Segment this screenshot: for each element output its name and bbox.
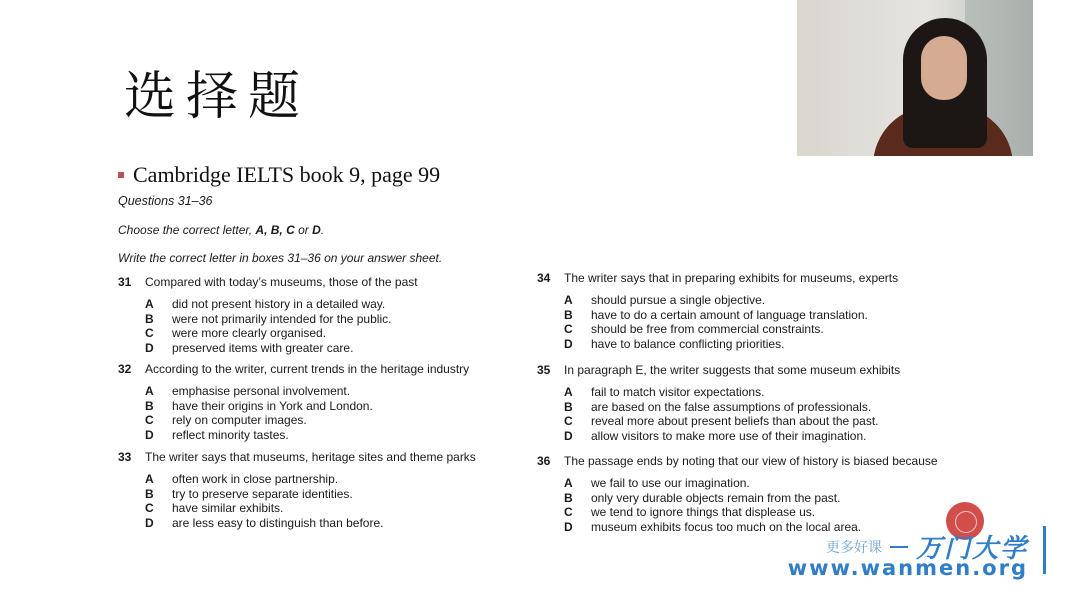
option-a <box>145 384 469 399</box>
option-letter: B <box>145 486 154 501</box>
option-letter: B <box>564 399 573 414</box>
presenter-webcam <box>797 0 1033 156</box>
option-text: have their origins in York and London. <box>172 398 373 413</box>
option-letter: A <box>145 472 154 486</box>
source-bullet <box>118 162 440 188</box>
option-text: have to do a certain amount of language translation. <box>591 307 868 322</box>
watermark-brand: 万门大学 <box>915 533 1028 563</box>
option-letter: C <box>145 501 154 515</box>
instruction-choose: Choose the correct letter, A, B, C or D. <box>118 223 325 237</box>
option-text: were not primarily intended for the public. <box>172 311 392 326</box>
question-stem: Compared with today’s museums, those of the past <box>145 275 418 289</box>
question-33 <box>118 450 476 530</box>
question-stem: The writer says that museums, heritage sites and theme parks <box>145 450 476 464</box>
option-a <box>564 476 938 491</box>
question-35 <box>537 363 900 443</box>
option-text: museum exhibits focus too much on the local area. <box>591 519 862 534</box>
question-number: 33 <box>118 450 132 464</box>
question-stem: In paragraph E, the writer suggests that some museum exhibits <box>564 363 901 377</box>
watermark-tagline: 更多好课 <box>825 538 882 555</box>
option-text: are based on the false assumptions of professionals. <box>591 399 872 414</box>
option-letter: C <box>145 413 154 427</box>
option-letter: D <box>145 515 154 530</box>
source-reference: Cambridge IELTS book 9, page 99 <box>133 162 441 187</box>
option-text: reveal more about present beliefs than about the past. <box>591 414 879 428</box>
option-b <box>564 400 900 415</box>
option-letter: D <box>564 336 573 351</box>
option-text: rely on computer images. <box>172 413 307 427</box>
questions-range: Questions 31–36 <box>118 194 213 208</box>
option-c <box>145 501 476 516</box>
option-letter: A <box>564 293 573 307</box>
option-b <box>564 308 898 323</box>
option-text: try to preserve separate identities. <box>172 486 353 501</box>
option-letter: C <box>564 322 573 336</box>
option-text: are less easy to distinguish than before. <box>172 515 384 530</box>
option-letter: C <box>564 414 573 428</box>
option-a <box>564 293 898 308</box>
question-number: 31 <box>118 275 132 289</box>
option-letter: B <box>145 311 154 326</box>
option-letter: D <box>145 427 154 442</box>
question-32 <box>118 362 469 442</box>
option-text: we fail to use our imagination. <box>591 476 750 490</box>
option-d <box>564 337 898 352</box>
option-letter: D <box>564 519 573 534</box>
option-text: often work in close partnership. <box>172 472 339 486</box>
option-b <box>145 399 469 414</box>
question-stem: According to the writer, current trends in the heritage industry <box>145 362 470 376</box>
option-b <box>145 487 476 502</box>
presenter-face <box>921 36 967 100</box>
option-c <box>145 326 418 341</box>
option-letter: B <box>564 490 573 505</box>
watermark-dash <box>890 546 908 548</box>
question-34 <box>537 271 898 351</box>
option-letter: A <box>145 297 154 311</box>
option-c <box>564 322 898 337</box>
option-d <box>145 341 418 356</box>
question-stem: The passage ends by noting that our view of history is biased because <box>564 454 938 468</box>
option-text: only very durable objects remain from the past. <box>591 490 841 505</box>
option-d <box>564 429 900 444</box>
option-d <box>145 516 476 531</box>
option-letter: D <box>145 340 154 355</box>
option-b <box>145 312 418 327</box>
option-text: have similar exhibits. <box>172 501 284 515</box>
option-text: allow visitors to make more use of their imagination. <box>591 428 867 443</box>
option-letter: B <box>564 307 573 322</box>
option-text: should be free from commercial constraints. <box>591 322 824 336</box>
question-number: 36 <box>537 454 551 468</box>
option-letter: B <box>145 398 154 413</box>
option-text: were more clearly organised. <box>172 326 327 340</box>
option-text: reflect minority tastes. <box>172 427 289 442</box>
option-text: have to balance conflicting priorities. <box>591 336 785 351</box>
option-letter: D <box>564 428 573 443</box>
instruction-write: Write the correct letter in boxes 31–36 on your answer sheet. <box>118 251 443 265</box>
option-text: fail to match visitor expectations. <box>591 385 765 399</box>
watermark-bar <box>1043 526 1046 574</box>
bullet-square-icon <box>118 172 124 178</box>
option-letter: A <box>564 385 573 399</box>
option-a <box>564 385 900 400</box>
option-text: emphasise personal involvement. <box>172 384 351 398</box>
option-text: we tend to ignore things that displease us. <box>591 505 816 519</box>
option-letter: C <box>564 505 573 519</box>
option-c <box>145 413 469 428</box>
question-stem: The writer says that in preparing exhibits for museums, experts <box>564 271 899 285</box>
option-c <box>564 414 900 429</box>
question-31 <box>118 275 418 355</box>
option-a <box>145 472 476 487</box>
question-number: 35 <box>537 363 551 377</box>
option-letter: A <box>564 476 573 490</box>
question-number: 34 <box>537 271 551 285</box>
option-a <box>145 297 418 312</box>
option-text: did not present history in a detailed way. <box>172 297 386 311</box>
option-letter: A <box>145 384 154 398</box>
watermark-url: www.wanmen.org <box>787 556 1028 580</box>
option-text: should pursue a single objective. <box>591 293 766 307</box>
option-letter: C <box>145 326 154 340</box>
slide-title: 选择题 <box>124 67 311 127</box>
brand-watermark <box>766 500 1046 590</box>
question-number: 32 <box>118 362 132 376</box>
option-text: preserved items with greater care. <box>172 340 354 355</box>
option-d <box>145 428 469 443</box>
